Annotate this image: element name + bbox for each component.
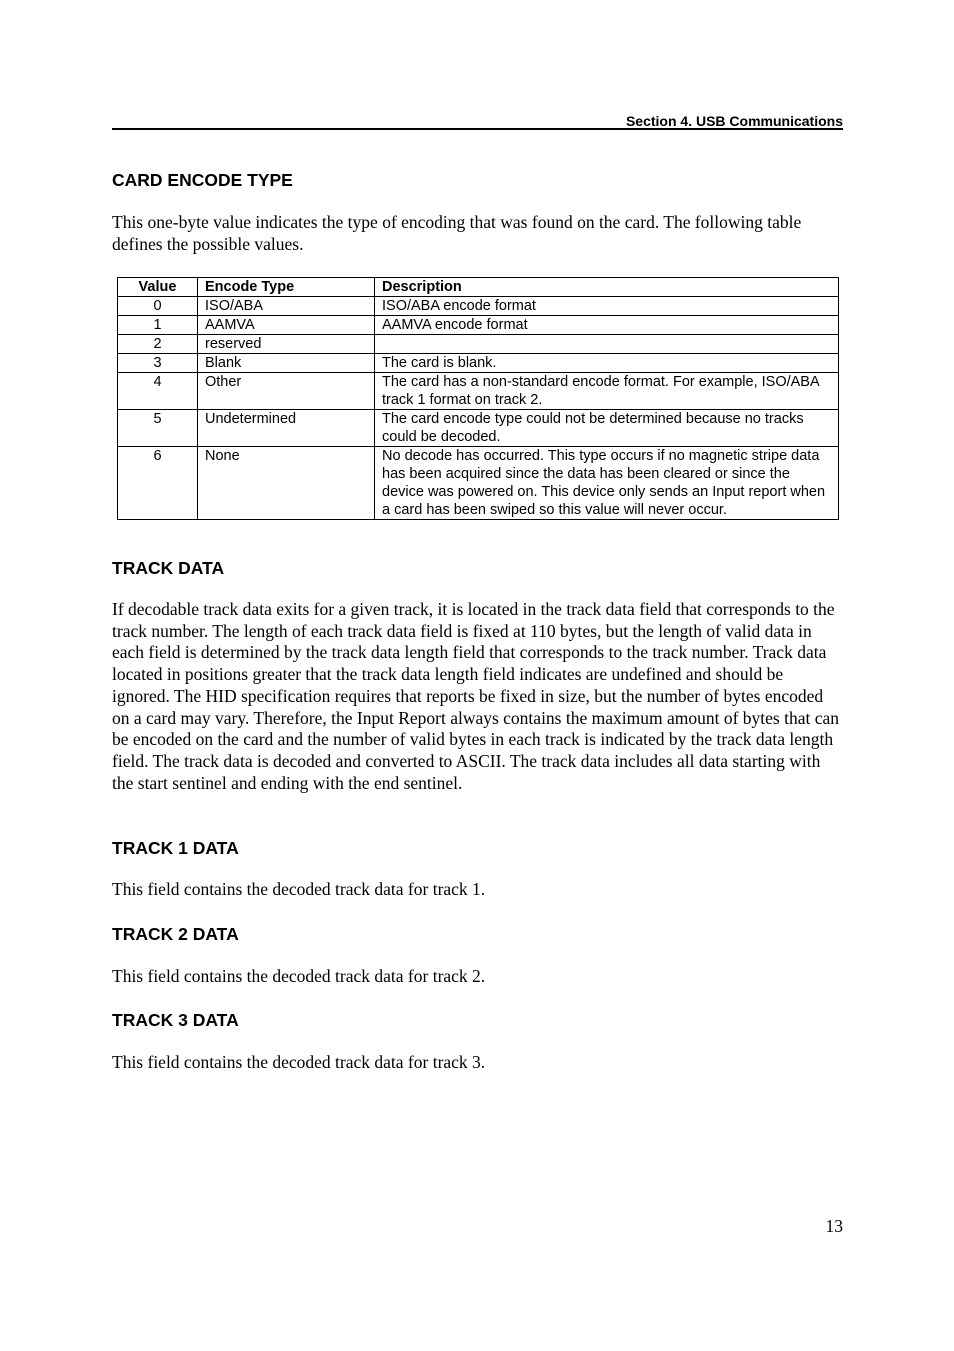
cell-value: 2 xyxy=(118,335,198,354)
table-row xyxy=(118,354,839,373)
cell-description: The card has a non-standard encode format. For example, ISO/ABA track 1 format on track 2. xyxy=(375,373,839,410)
cell-description: No decode has occurred. This type occurs if no magnetic stripe data has been acquired since the data has been cleared or since the device was powered on. This device only sends an Input report when a card has been swiped so this value will never occur. xyxy=(375,447,839,520)
cell-value: 3 xyxy=(118,354,198,373)
table-row xyxy=(118,335,839,354)
table-header-row xyxy=(118,278,839,297)
cell-value: 5 xyxy=(118,410,198,447)
cell-encode-type: None xyxy=(198,447,375,520)
cell-value: 0 xyxy=(118,297,198,316)
header-rule xyxy=(112,128,843,130)
cell-value: 1 xyxy=(118,316,198,335)
cell-description: ISO/ABA encode format xyxy=(375,297,839,316)
table-row xyxy=(118,373,839,410)
column-header-value: Value xyxy=(118,278,198,297)
cell-encode-type: Blank xyxy=(198,354,375,373)
encode-type-table xyxy=(117,277,839,520)
cell-description: The card is blank. xyxy=(375,354,839,373)
heading-track-2-data: TRACK 2 DATA xyxy=(112,924,239,944)
track-3-body: This field contains the decoded track data for track 3. xyxy=(112,1052,486,1072)
cell-encode-type: Other xyxy=(198,373,375,410)
column-header-description: Description xyxy=(375,278,839,297)
track-1-body: This field contains the decoded track data for track 1. xyxy=(112,879,486,899)
table-row xyxy=(118,297,839,316)
cell-encode-type: AAMVA xyxy=(198,316,375,335)
table-row xyxy=(118,316,839,335)
heading-card-encode-type: CARD ENCODE TYPE xyxy=(112,170,293,190)
cell-value: 6 xyxy=(118,447,198,520)
cell-encode-type: reserved xyxy=(198,335,375,354)
table-row xyxy=(118,447,839,520)
cell-encode-type: Undetermined xyxy=(198,410,375,447)
running-header: Section 4. USB Communications xyxy=(625,113,843,129)
cell-value: 4 xyxy=(118,373,198,410)
cell-encode-type: ISO/ABA xyxy=(198,297,375,316)
cell-description xyxy=(375,335,839,354)
page-number: 13 xyxy=(825,1216,843,1236)
heading-track-data: TRACK DATA xyxy=(112,558,225,578)
track-data-body: If decodable track data exits for a given track, it is located in the track data field that corresponds to the track number. The length of each track data field is fixed at 110 bytes, but the length of valid data in each field is determined by the track data length field that corresponds to the track number. Track data located in positions greater that the track data length field indicates are undefined and should be ignored. The HID specification requires that reports be fixed in size, but the number of bytes encoded on a card may vary. Therefore, the Input Report always contains the maximum amount of bytes that can be encoded on the card and the number of valid bytes in each track is indicated by the track data length field. The track data is decoded and converted to ASCII. The track data includes all data starting with the start sentinel and ending with the end sentinel. xyxy=(112,599,839,793)
heading-track-3-data: TRACK 3 DATA xyxy=(112,1010,239,1030)
table-row xyxy=(118,410,839,447)
cell-description: The card encode type could not be determined because no tracks could be decoded. xyxy=(375,410,839,447)
cell-description: AAMVA encode format xyxy=(375,316,839,335)
column-header-encode-type: Encode Type xyxy=(198,278,375,297)
heading-track-1-data: TRACK 1 DATA xyxy=(112,838,239,858)
card-encode-intro: This one-byte value indicates the type of encoding that was found on the card. The following table defines the possible values. xyxy=(112,212,802,254)
track-2-body: This field contains the decoded track data for track 2. xyxy=(112,966,486,986)
